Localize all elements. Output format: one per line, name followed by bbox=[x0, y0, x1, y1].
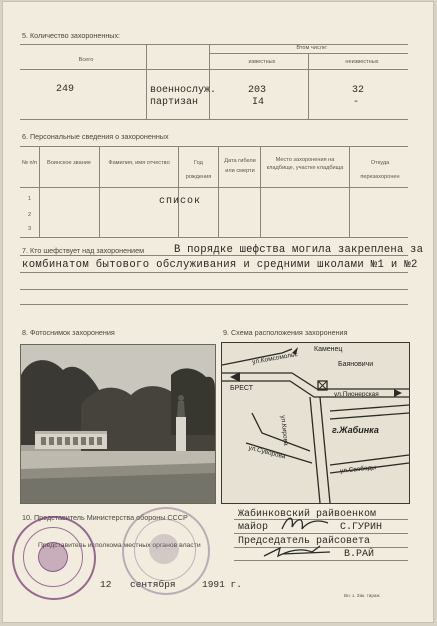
patronage-underline bbox=[20, 289, 408, 290]
map-label-brest: БРЕСТ bbox=[230, 385, 254, 392]
section10-label-local: Представитель исполкома местных органов власти bbox=[38, 542, 201, 549]
table5-col-divider bbox=[308, 53, 309, 119]
known-partisans: I4 bbox=[252, 97, 265, 108]
col-total-header: Всего bbox=[78, 57, 94, 63]
unknown-partisans: - bbox=[353, 97, 360, 108]
list-note: список bbox=[159, 196, 202, 207]
table6-col-divider bbox=[349, 146, 350, 237]
section8-label: 8. Фотоснимок захоронения bbox=[22, 328, 115, 337]
patronage-underline bbox=[20, 272, 408, 273]
map-label-kamenets: Каменец bbox=[314, 346, 343, 353]
row-number: 1 bbox=[27, 196, 32, 202]
burial-location-map bbox=[221, 342, 410, 504]
header-num: № п/п bbox=[21, 160, 38, 166]
burial-site-photo bbox=[20, 344, 216, 504]
patronage-underline bbox=[20, 255, 408, 256]
table6-col-divider bbox=[178, 146, 179, 237]
date-month: сентября bbox=[130, 579, 176, 590]
header-name: Фамилия, имя отчество bbox=[108, 160, 170, 166]
category-partisans: партизан bbox=[150, 97, 199, 108]
printing-footer: Вн. з. Зак. тираж bbox=[344, 593, 380, 598]
map-label-kirova: ул.Кирова bbox=[279, 415, 290, 446]
chair-line: Председатель райсовета bbox=[238, 536, 371, 547]
table5-col-divider bbox=[209, 44, 210, 119]
section7-label: 7. Кто шефствует над захоронением bbox=[22, 246, 145, 255]
table5-col-divider bbox=[146, 44, 147, 119]
row-number: 3 bbox=[27, 226, 32, 232]
officer-surname: С.ГУРИН bbox=[340, 522, 383, 533]
commissar-signature bbox=[278, 511, 338, 537]
patronage-line-2: комбинатом бытового обслуживания и средними школами №1 и №2 bbox=[22, 259, 418, 271]
table6-col-divider bbox=[99, 146, 100, 237]
council-stamp bbox=[122, 507, 210, 595]
header-from-where: Откуда перезахоронен bbox=[360, 160, 400, 180]
unknown-soldiers: 32 bbox=[352, 85, 365, 96]
total-buried: 249 bbox=[56, 84, 75, 95]
header-burial-place: Место захоронения на кладбище, участке кладбища bbox=[266, 157, 344, 171]
section5-title: 5. Количество захороненных: bbox=[22, 31, 121, 40]
map-label-town: г.Жабинка bbox=[332, 425, 379, 435]
row-number: 2 bbox=[27, 212, 32, 218]
map-label-komsomolskaya: ул.Комсомольс bbox=[251, 351, 299, 366]
chair-surname: В.РАЙ bbox=[344, 549, 375, 560]
date-day: 12 bbox=[100, 579, 112, 590]
header-birth: Год рождения bbox=[185, 160, 212, 180]
table5-header-line bbox=[20, 69, 408, 70]
date-year: 1991 г. bbox=[202, 579, 242, 590]
map-label-pionerskaya: ул.Пионерская bbox=[334, 391, 379, 398]
section9-label: 9. Схема расположения захоронения bbox=[223, 328, 348, 337]
table6-bottom-line bbox=[20, 237, 408, 238]
map-label-svobody: ул.Свободы bbox=[339, 464, 377, 475]
header-death: Дата гибели или смерти bbox=[224, 158, 256, 174]
category-soldiers: военнослуж. bbox=[150, 85, 217, 96]
col-including-header: Втом числе: bbox=[296, 45, 328, 51]
map-label-suvorova: ул.Суворова bbox=[247, 444, 287, 461]
patronage-underline bbox=[20, 304, 408, 305]
passport-page bbox=[2, 1, 434, 623]
known-soldiers: 203 bbox=[248, 85, 267, 96]
officer-rank: майор bbox=[238, 522, 269, 533]
header-rank: Воинское звание bbox=[46, 160, 92, 166]
col-unknown-header: неизвестных bbox=[345, 59, 379, 65]
commissar-line: Жабинковский райвоенком bbox=[238, 509, 377, 520]
map-label-bayanovichi: Баяновичи bbox=[338, 361, 374, 368]
chair-signature bbox=[260, 542, 340, 562]
table5-bottom-line bbox=[20, 119, 408, 120]
table6-col-divider bbox=[39, 146, 40, 237]
patronage-line-1: В порядке шефства могила закреплена за bbox=[174, 244, 424, 256]
military-commissariat-stamp bbox=[12, 516, 96, 600]
table6-col-divider bbox=[260, 146, 261, 237]
table6-col-divider bbox=[218, 146, 219, 237]
section10-label: 10. Представитель Министерства обороны СССР bbox=[22, 513, 188, 522]
section6-title: 6. Персональные сведения о захороненных bbox=[22, 132, 169, 141]
col-known-header: известных bbox=[248, 59, 276, 65]
